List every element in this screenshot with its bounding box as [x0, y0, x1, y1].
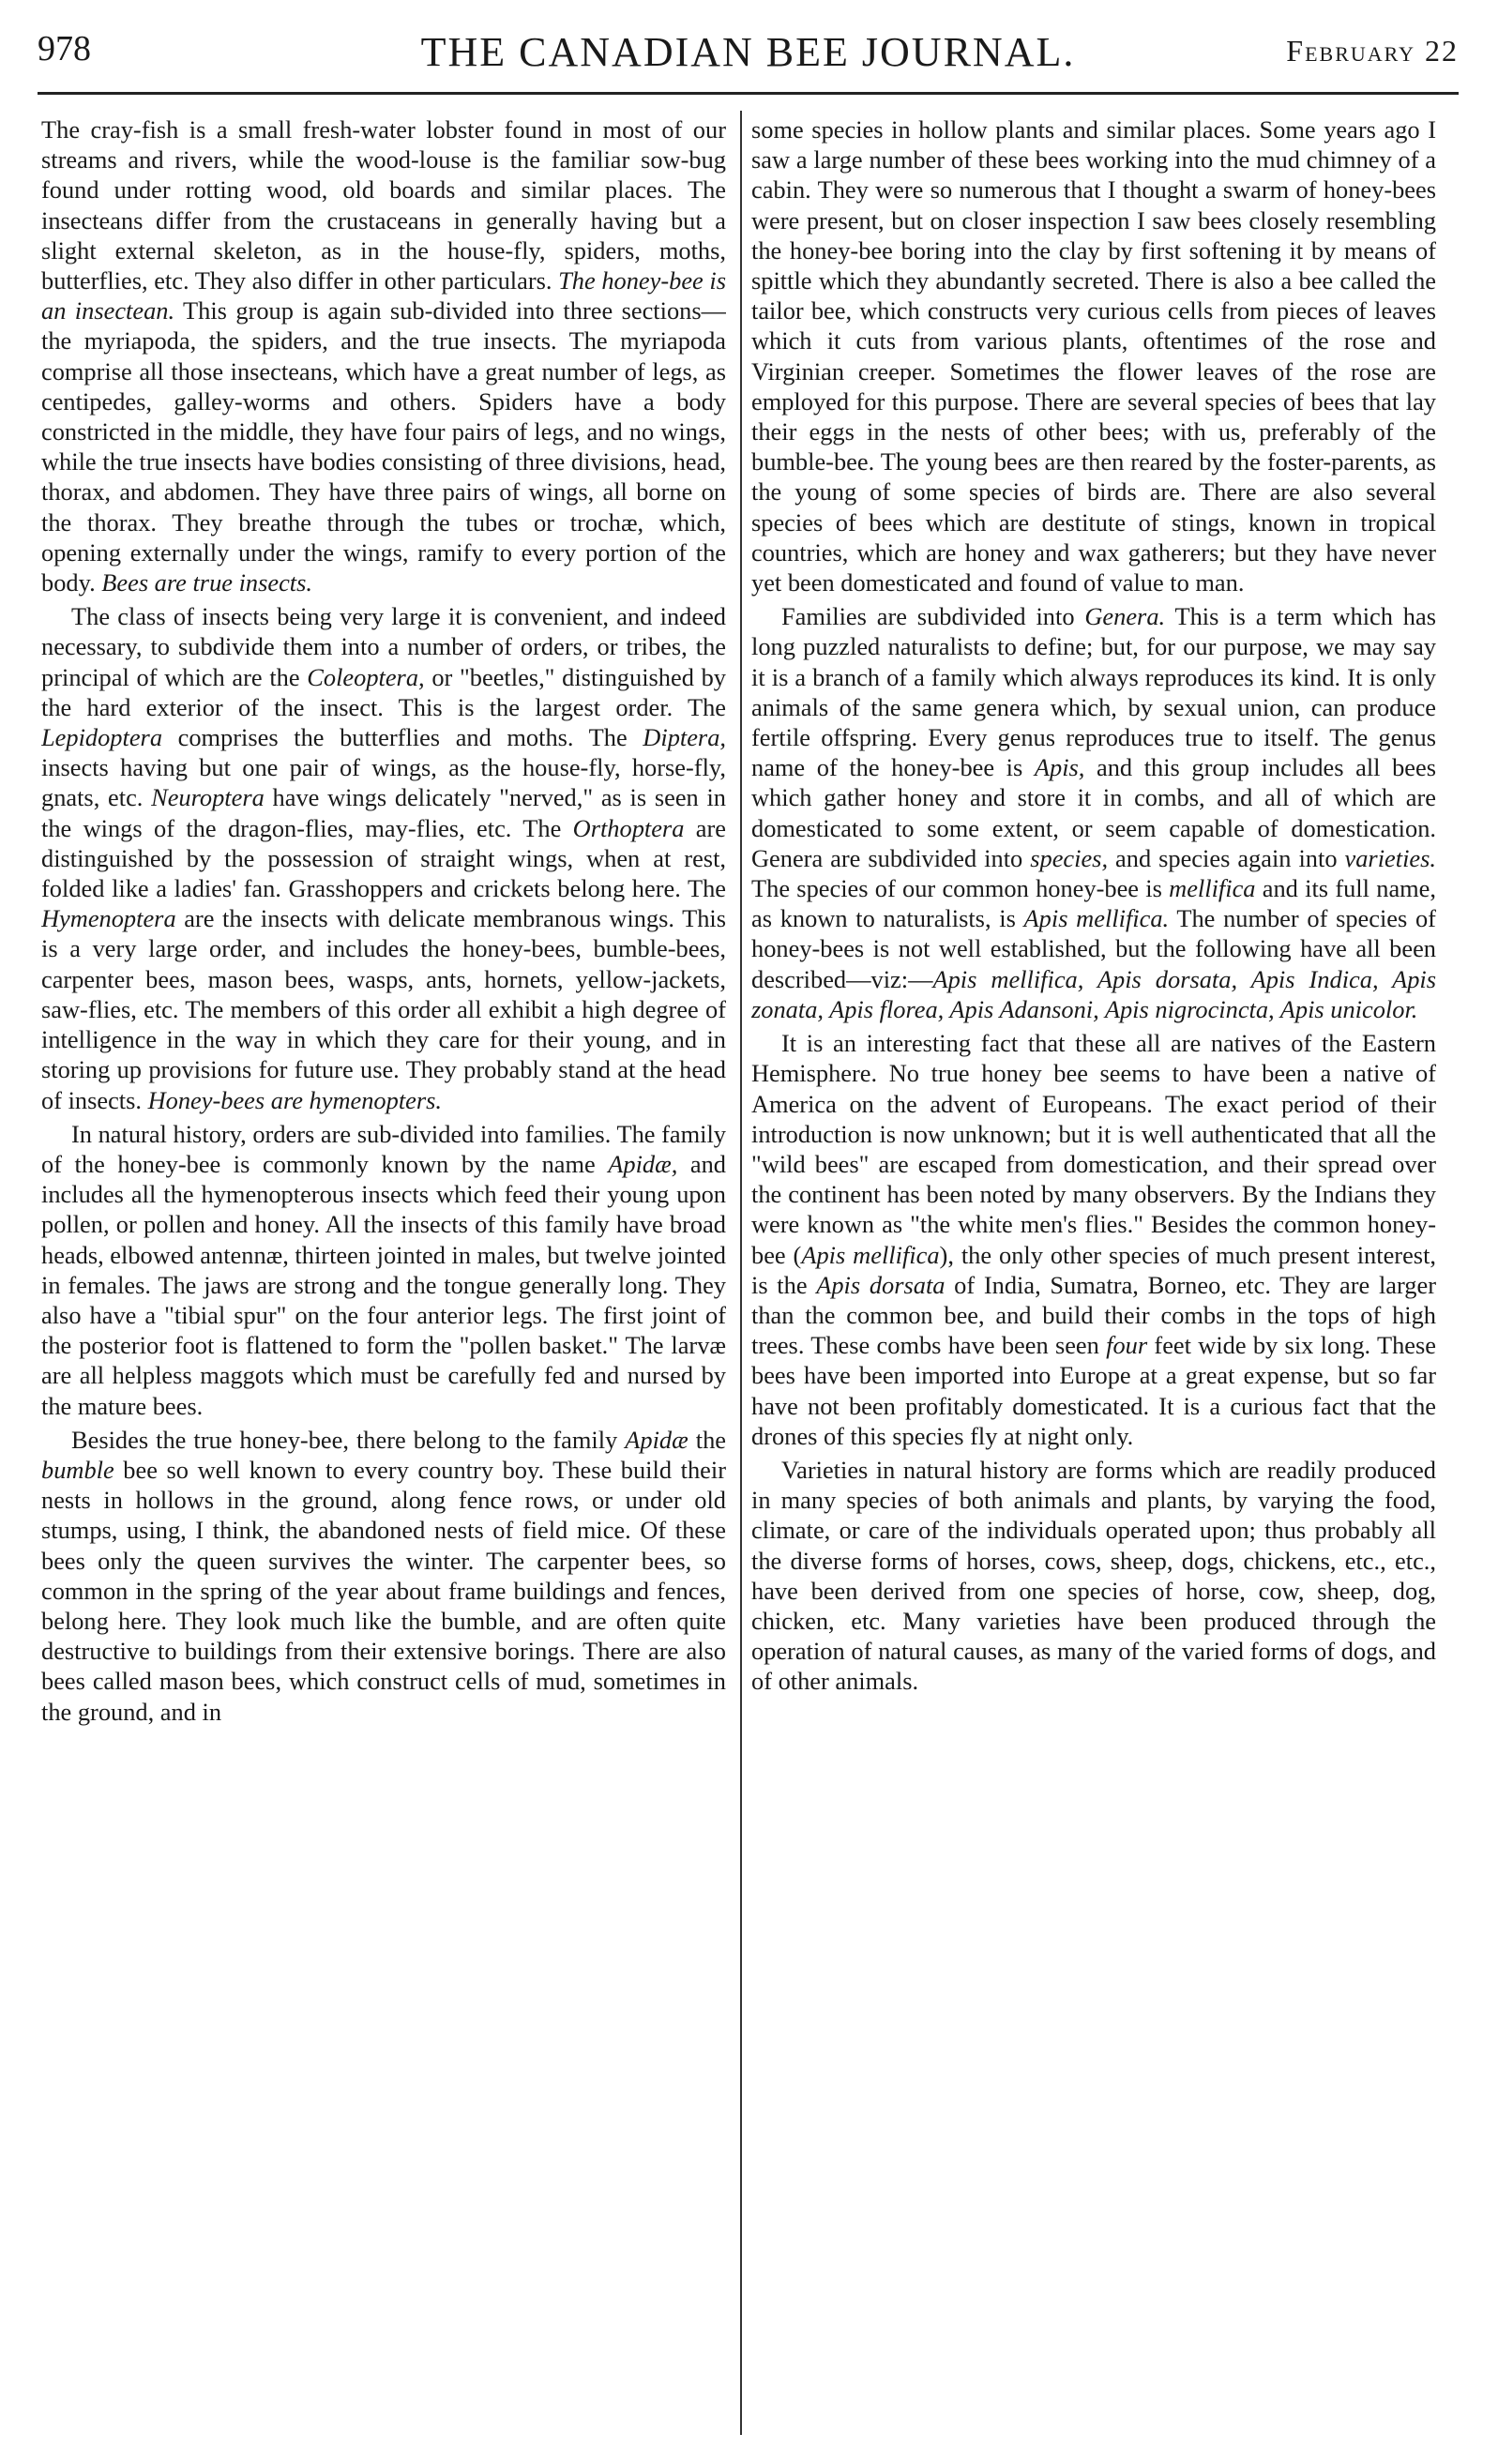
- italic-text: Apis dorsata: [816, 1270, 946, 1299]
- italic-text: bumble: [41, 1455, 114, 1484]
- journal-title: THE CANADIAN BEE JOURNAL.: [420, 29, 1076, 75]
- italic-text: Diptera,: [643, 723, 726, 752]
- text-run: Families are subdivided into: [781, 602, 1085, 631]
- left-column: [41, 114, 726, 2431]
- italic-text: Hymenoptera: [41, 904, 176, 933]
- italic-text: Apis mellifica: [801, 1240, 940, 1269]
- italic-text: Apis,: [1034, 753, 1085, 782]
- text-run: and includes all the hymenopterous insects which feed their young upon pollen, or pollen and honey. All the insects of this family have broad heads, elbowed antennæ, thirteen jointed in males, but twelve jointed in females. The jaws are strong and the tongue generally long. They also have a "tibial spur" on the four anterior legs. The first joint of the posterior foot is flattened to form the "pollen basket." The larvæ are all helpless maggots which must be carefully fed and nursed by the mature bees.: [41, 1149, 726, 1420]
- column-divider: [740, 111, 742, 2435]
- italic-text: Neuroptera: [151, 783, 265, 812]
- text-run: Varieties in natural history are forms which are readily produced in many species of both animals and plants, by varying the food, climate, or care of the individuals operated upon; thus probably all the diverse forms of horses, cows, sheep, dogs, chickens, etc., etc., have been derived from one species of horse, cow, sheep, dog, chicken, etc. Many varieties have been produced through the operation of natural causes, as many of the varied forms of dogs, and of other animals.: [751, 1455, 1436, 1696]
- text-run: The class of insects being very large it is convenient, and indeed necessary, to subdivide them into a number of orders, or tribes, the principal of which are the: [41, 602, 726, 691]
- article-paragraph: [41, 1425, 726, 1727]
- text-run: In natural history, orders are sub-divided into families. The family of the honey-bee is commonly known by the name: [41, 1119, 726, 1178]
- article-paragraph: [41, 601, 726, 1114]
- text-run: The cray-fish is a small fresh-water lobster found in most of our streams and rivers, while the wood-louse is the familiar sow-bug found under rotting wood, old boards and similar places. The insecteans differ from the crustaceans in generally having but a slight external skeleton, as in the house-fly, spiders, moths, butterflies, etc. They also differ in other particulars.: [41, 115, 726, 295]
- text-run: insects having but one pair of wings, as the house-fly, horse-fly, gnats, etc.: [41, 753, 726, 812]
- text-run: feet wide by six long. These bees have been imported into Europe at a great expense, but so far have not been profitably domesticated. It is a curious fact that the drones of this species fly at night only.: [751, 1331, 1436, 1450]
- text-run: ), the only other species of much present interest, is the: [751, 1240, 1436, 1299]
- text-run: or "beetles," distinguished by the hard exterior of the insect. This is the largest order. The: [41, 662, 726, 721]
- text-run: It is an interesting fact that these all are natives of the Eastern Hemisphere. No true honey bee seems to have been a native of America on the advent of Europeans. The exact period of their introduction is now unknown; but it is well authenticated that all the "wild bees" are escaped from domestication, and their spread over the continent has been noted by many observers. By the Indians they were known as "the white men's flies." Besides the common honey-bee (: [751, 1029, 1436, 1269]
- article-paragraph: [751, 1028, 1436, 1451]
- text-run: the: [688, 1425, 726, 1454]
- italic-text: Genera.: [1084, 602, 1166, 631]
- header-rule: [38, 92, 1459, 95]
- text-run: This is a term which has long puzzled naturalists to define; but, for our purpose, we may say it is a branch of a family which always reproduces its kind. It is only animals of the same genera which, by sexual union, can produce fertile offspring. Every genus reproduces true to itself. The genus name of the honey-bee is: [751, 602, 1436, 782]
- italic-text: Orthoptera: [572, 813, 685, 842]
- text-run: are distinguished by the possession of straight wings, when at rest, folded like a ladies' fan. Grasshoppers and crickets belong here. The: [41, 813, 726, 903]
- italic-text: Lepidoptera: [41, 723, 163, 752]
- text-run: bee so well known to every country boy. These build their nests in hollows in the ground, along fence rows, or under old stumps, using, I think, the abandoned nests of field mice. Of these bees only the queen survives the winter. The carpenter bees, so common in the spring of the year about frame buildings and fences, belong here. They look much like the bumble, and are often quite destructive to buildings from their extensive borings. There are also bees called mason bees, which construct cells of mud, sometimes in the ground, and in: [41, 1455, 726, 1726]
- italic-text: Honey-bees are hymenopters.: [147, 1085, 443, 1114]
- italic-text: Apis mellifica.: [1023, 904, 1170, 933]
- text-run: The number of species of honey-bees is not well established, but the following have all been described—viz:—: [751, 904, 1436, 993]
- text-run: some species in hollow plants and similar places. Some years ago I saw a large number of these bees working into the mud chimney of a cabin. They were so numerous that I thought a swarm of honey-bees were present, but on closer inspection I saw bees closely resembling the honey-bee boring into the clay by first softening it by means of spittle which they abundantly secreted. There is also a bee called the tailor bee, which constructs very curious cells from pieces of leaves which it cuts from various plants, oftentimes of the rose and Virginian creeper. Sometimes the flower leaves of the rose are employed for this purpose. There are several species of bees that lay their eggs in the nests of other bees; with us, preferably of the bumble-bee. The young bees are then reared by the foster-parents, as the young of some species of birds are. There are also several species of bees which are destitute of stings, known in tropical countries, which are honey and wax gatherers; but they have never yet been domesticated and found of value to man.: [751, 115, 1436, 597]
- article-paragraph: [751, 601, 1436, 1024]
- italic-text: Bees are true insects.: [101, 568, 313, 597]
- issue-date: February 22: [1286, 34, 1459, 68]
- italic-text: Apis mellifica, Apis dorsata, Apis Indica, Apis zonata, Apis florea, Apis Adansoni, Apis nigrocincta, Apis unicolor.: [751, 964, 1436, 1023]
- page-number: 978: [38, 29, 91, 68]
- article-paragraph: [751, 1455, 1436, 1697]
- italic-text: Coleoptera,: [307, 662, 425, 691]
- italic-text: Apidæ,: [608, 1149, 678, 1178]
- italic-text: varieties.: [1344, 843, 1436, 872]
- text-run: have wings delicately "nerved," as is seen in the wings of the dragon-flies, may-flies, etc. The: [41, 783, 726, 842]
- right-column: [751, 114, 1436, 2431]
- article-paragraph: [41, 1119, 726, 1421]
- text-run: This group is again sub-divided into three sections—the myriapoda, the spiders, and the true insects. The myriapoda comprise all those insecteans, which have a great number of legs, as centipedes, galley-worms and others. Spiders have a body constricted in the middle, they have four pairs of legs, and no wings, while the true insects have bodies consisting of three divisions, head, thorax, and abdomen. They have three pairs of wings, all borne on the thorax. They breathe through the tubes or trochæ, which, opening externally under the wings, ramify to every portion of the body.: [41, 296, 726, 597]
- page-header: [38, 28, 1459, 84]
- italic-text: four: [1106, 1331, 1148, 1360]
- text-run: and species again into: [1108, 843, 1345, 872]
- article-paragraph: [41, 114, 726, 597]
- italic-text: Apidæ: [625, 1425, 688, 1454]
- italic-text: mellifica: [1169, 874, 1256, 903]
- text-run: comprises the butterflies and moths. The: [162, 723, 643, 752]
- italic-text: species,: [1030, 843, 1109, 872]
- text-run: and its full name, as known to naturalists, is: [751, 874, 1436, 933]
- text-run: The species of our common honey-bee is: [751, 874, 1170, 903]
- text-run: and this group includes all bees which gather honey and store it in combs, and all of which are domesticated to some extent, or seem capable of domestication. Genera are subdivided into: [751, 753, 1436, 872]
- text-run: are the insects with delicate membranous wings. This is a very large order, and includes the honey-bees, bumble-bees, carpenter bees, mason bees, wasps, ants, hornets, yellow-jackets, saw-flies, etc. The members of this order all exhibit a high degree of intelligence in the way in which they care for their young, and in storing up provisions for future use. They probably stand at the head of insects.: [41, 904, 726, 1114]
- italic-text: The honey-bee is an insectean.: [41, 266, 726, 325]
- text-run: of India, Sumatra, Borneo, etc. They are larger than the common bee, and build their combs in the tops of high trees. These combs have been seen: [751, 1270, 1436, 1360]
- text-run: Besides the true honey-bee, there belong to the family: [71, 1425, 626, 1454]
- article-paragraph: [751, 114, 1436, 597]
